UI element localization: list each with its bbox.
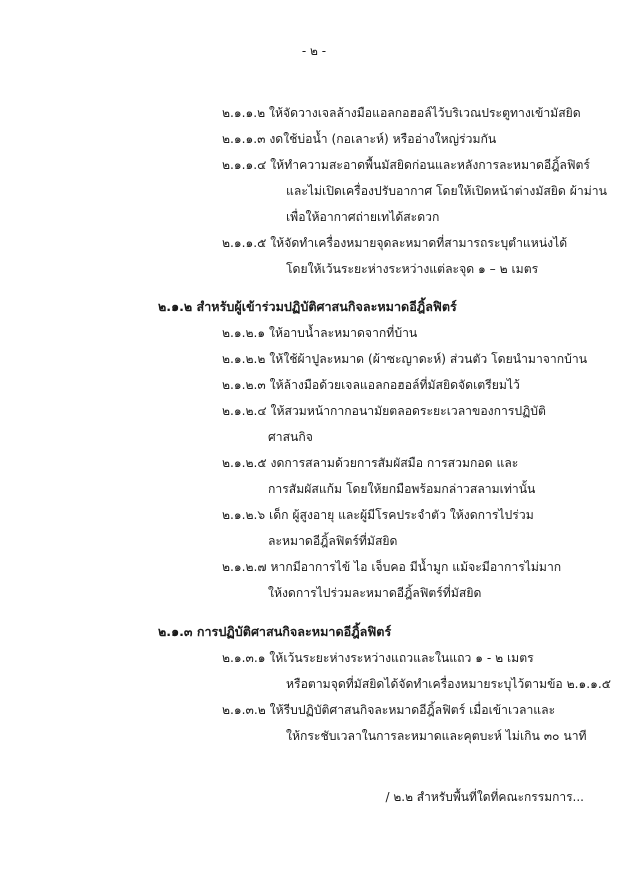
text-line-2-1-2-5: ๒.๑.๒.๕ งดการสลามด้วยการสัมผัสมือ การสวมกอด และ xyxy=(222,456,519,470)
text-line-2-1-2-6: ๒.๑.๒.๖ เด็ก ผู้สูงอายุ และผู้มีโรคประจำตัว ให้งดการไปร่วม xyxy=(222,508,534,522)
text-line-2-1-1-2: ๒.๑.๑.๒ ให้จัดวางเจลล้างมือแอลกอฮอล์ไว้บริเวณประตูทางเข้ามัสยิด xyxy=(222,106,581,120)
text-line-2-1-2-6-cont: ละหมาดอีฎิ้ลฟิตร์ที่มัสยิด xyxy=(268,534,398,548)
text-line-2-1-1-4-cont2: เพื่อให้อากาศถ่ายเทได้สะดวก xyxy=(286,210,440,224)
text-line-2-1-3-1-cont: หรือตามจุดที่มัสยิดได้จัดทำเครื่องหมายระบุไว้ตามข้อ ๒.๑.๑.๕ xyxy=(286,677,611,691)
section-heading-2-1-3: ๒.๑.๓ การปฏิบัติศาสนกิจละหมาดอีฎิ้ลฟิตร์ xyxy=(158,624,392,639)
section-heading-2-1-2: ๒.๑.๒ สำหรับผู้เข้าร่วมปฏิบัติศาสนกิจละหมาดอีฎิ้ลฟิตร์ xyxy=(158,299,457,314)
text-line-2-1-3-2: ๒.๑.๓.๒ ให้รีบปฏิบัติศาสนกิจละหมาดอีฎิ้ลฟิตร์ เมื่อเข้าเวลาและ xyxy=(222,703,556,717)
text-line-2-1-2-5-cont: การสัมผัสแก้ม โดยให้ยกมือพร้อมกล่าวสลามเท่านั้น xyxy=(268,482,536,496)
text-line-2-1-1-4-cont1: และไม่เปิดเครื่องปรับอากาศ โดยให้เปิดหน้าต่างมัสยิด ผ้าม่าน xyxy=(286,184,607,198)
text-line-2-1-2-7-cont: ให้งดการไปร่วมละหมาดอีฎิ้ลฟิตร์ที่มัสยิด xyxy=(268,586,482,600)
text-line-2-1-1-5-cont: โดยให้เว้นระยะห่างระหว่างแต่ละจุด ๑ – ๒ เมตร xyxy=(286,262,539,276)
text-line-2-1-1-3: ๒.๑.๑.๓ งดใช้บ่อน้ำ (กอเลาะห์) หรืออ่างใหญ่ร่วมกัน xyxy=(222,132,497,146)
page-number: - ๒ - xyxy=(301,44,327,58)
text-line-2-1-3-1: ๒.๑.๓.๑ ให้เว้นระยะห่างระหว่างแถวและในแถว ๑ - ๒ เมตร xyxy=(222,651,534,665)
text-line-2-1-1-4: ๒.๑.๑.๔ ให้ทำความสะอาดพื้นมัสยิดก่อนและหลังการละหมาดอีฎิ้ลฟิตร์ xyxy=(222,158,590,172)
text-line-2-1-2-2: ๒.๑.๒.๒ ให้ใช้ผ้าปูละหมาด (ผ้าซะญาดะห์) ส่วนตัว โดยนำมาจากบ้าน xyxy=(222,352,588,366)
text-line-2-1-2-7: ๒.๑.๒.๗ หากมีอาการไข้ ไอ เจ็บคอ มีน้ำมูก แม้จะมีอาการไม่มาก xyxy=(222,560,562,574)
text-line-2-1-2-1: ๒.๑.๒.๑ ให้อาบน้ำละหมาดจากที่บ้าน xyxy=(222,326,418,340)
text-line-2-1-2-4: ๒.๑.๒.๔ ให้สวมหน้ากากอนามัยตลอดระยะเวลาของการปฏิบัติ xyxy=(222,404,546,418)
text-line-2-1-2-3: ๒.๑.๒.๓ ให้ล้างมือด้วยเจลแอลกอฮอล์ที่มัสยิดจัดเตรียมไว้ xyxy=(222,378,520,392)
text-line-2-1-3-2-cont: ให้กระชับเวลาในการละหมาดและคุตบะห์ ไม่เกิน ๓๐ นาที xyxy=(286,729,587,743)
text-line-2-1-2-4-cont: ศาสนกิจ xyxy=(268,430,313,444)
continuation-footer: / ๒.๒ สำหรับพื้นที่ใดที่คณะกรรมการ... xyxy=(385,790,584,804)
text-line-2-1-1-5: ๒.๑.๑.๕ ให้จัดทำเครื่องหมายจุดละหมาดที่สามารถระบุตำแหน่งได้ xyxy=(222,236,568,250)
